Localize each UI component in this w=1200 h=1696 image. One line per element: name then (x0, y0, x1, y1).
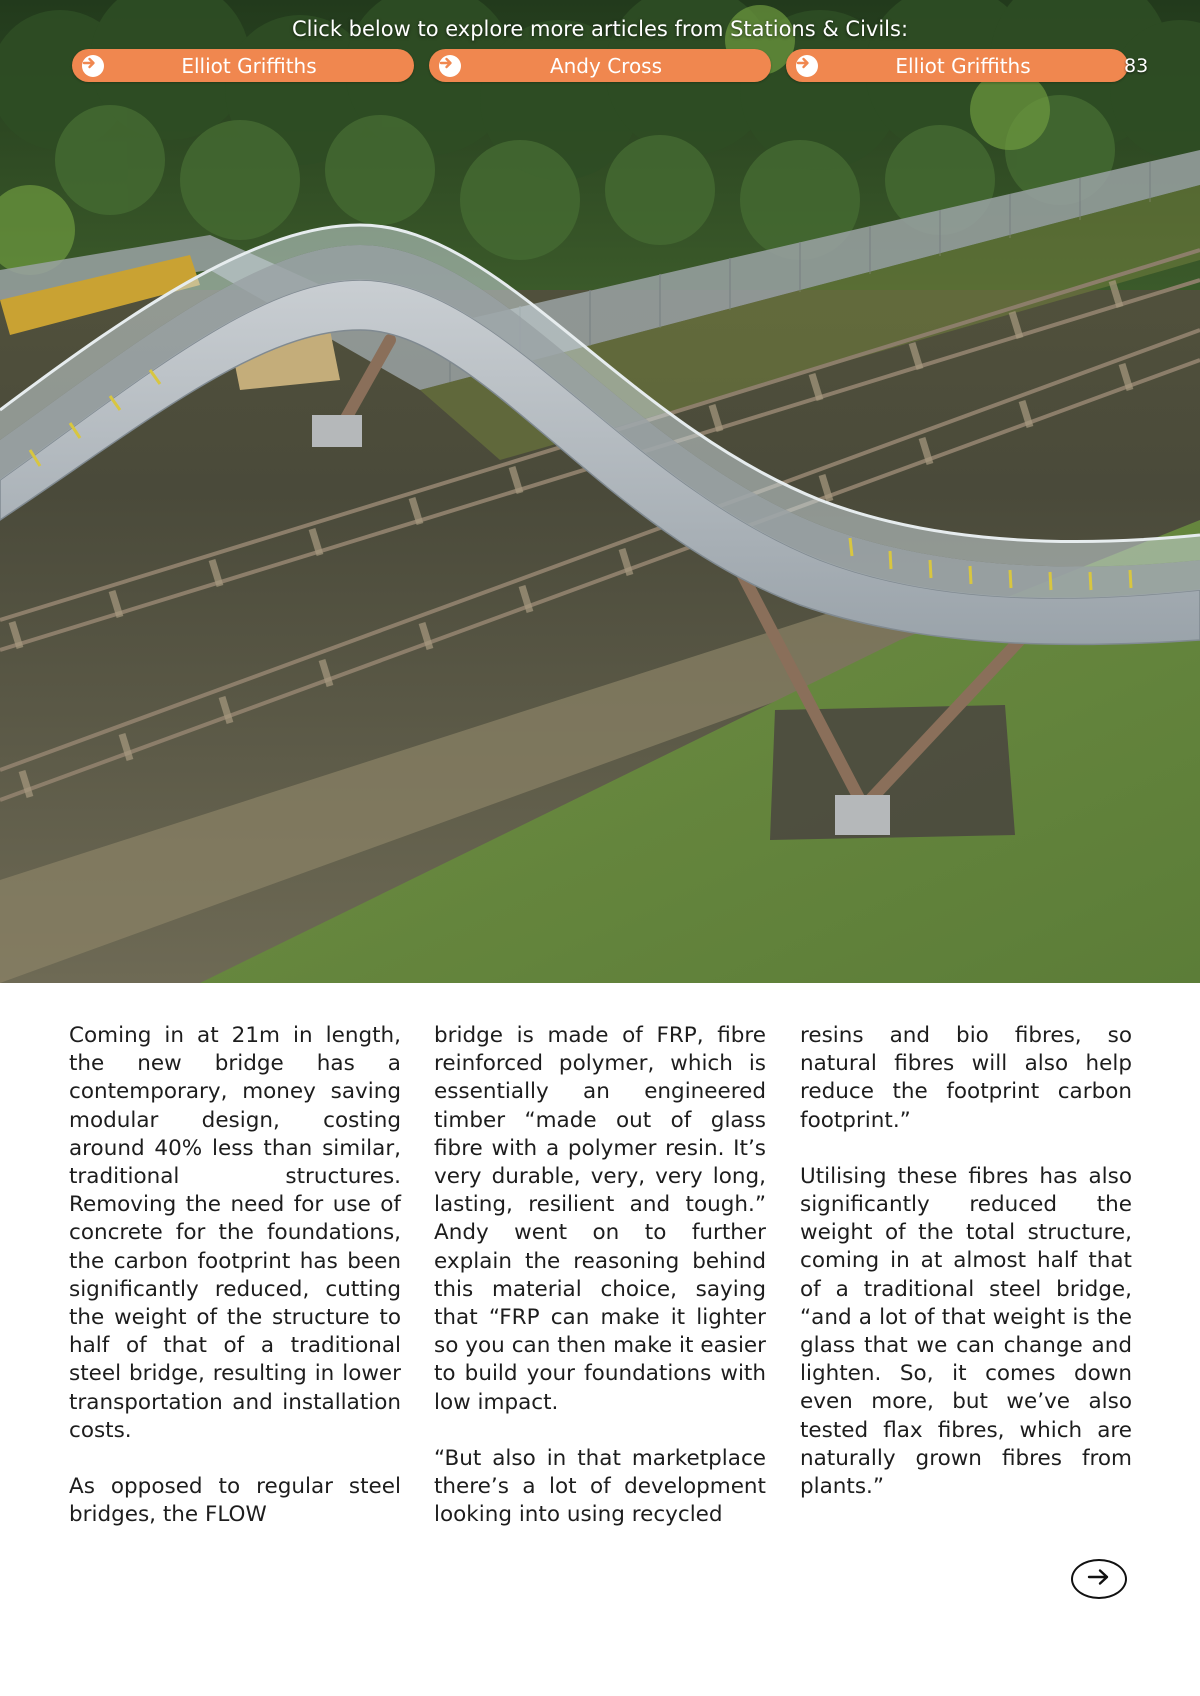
article-column-1 (69, 1022, 401, 1529)
paragraph: As opposed to regular steel bridges, the FLOW (69, 1474, 401, 1528)
article-link-elliot-griffiths-2[interactable] (786, 49, 1128, 82)
nav-caption: Click below to explore more articles from Stations & Civils: (291, 17, 909, 41)
article-link-andy-cross[interactable] (429, 49, 771, 82)
arrow-right-circle-icon (439, 55, 461, 77)
article-column-3 (800, 1022, 1132, 1501)
article-column-2 (434, 1022, 766, 1529)
article-link-label: Elliot Griffiths (895, 53, 1031, 78)
arrow-right-circle-icon (82, 55, 104, 77)
article-link-label: Elliot Griffiths (181, 53, 317, 78)
paragraph: Utilising these fibres has also significantly reduced the weight of the total structure, coming in at almost half that of a traditional steel bridge, “and a lot of that weight is the glass that we can change and lighten. So, it comes down even more, but we’ve also tested flax fibres, which are naturally grown fibres from plants.” (800, 1163, 1132, 1500)
paragraph: “But also in that marketplace there’s a lot of development looking into using recycled (434, 1445, 766, 1528)
arrow-right-circle-icon (796, 55, 818, 77)
page-number: 83 (1124, 55, 1149, 77)
paragraph: Coming in at 21m in length, the new bridge has a contemporary, money saving modular design, costing around 40% less than similar, traditional structures. Removing the need for use of concrete for the foundations, the carbon footprint has been significantly reduced, cutting the weight of the structure to half of that of a traditional steel bridge, resulting in lower transportation and installation costs. (69, 1023, 401, 1443)
paragraph: resins and bio fibres, so natural fibres will also help reduce the footprint carbon footprint.” (800, 1023, 1132, 1133)
next-page-button[interactable] (1071, 1559, 1127, 1599)
article-link-elliot-griffiths-1[interactable] (72, 49, 414, 82)
article-link-label: Andy Cross (549, 53, 663, 78)
paragraph: bridge is made of FRP, fibre reinforced polymer, which is essentially an engineered timber “made out of glass fibre with a polymer resin. It’s very durable, very, very long, lasting, resilient and tough.” Andy went on to further explain the reasoning behind this material choice, saying that “FRP can make it lighter so you can then make it easier to build your foundations with low impact. (434, 1023, 766, 1415)
arrow-right-circle-icon (1086, 1567, 1112, 1591)
